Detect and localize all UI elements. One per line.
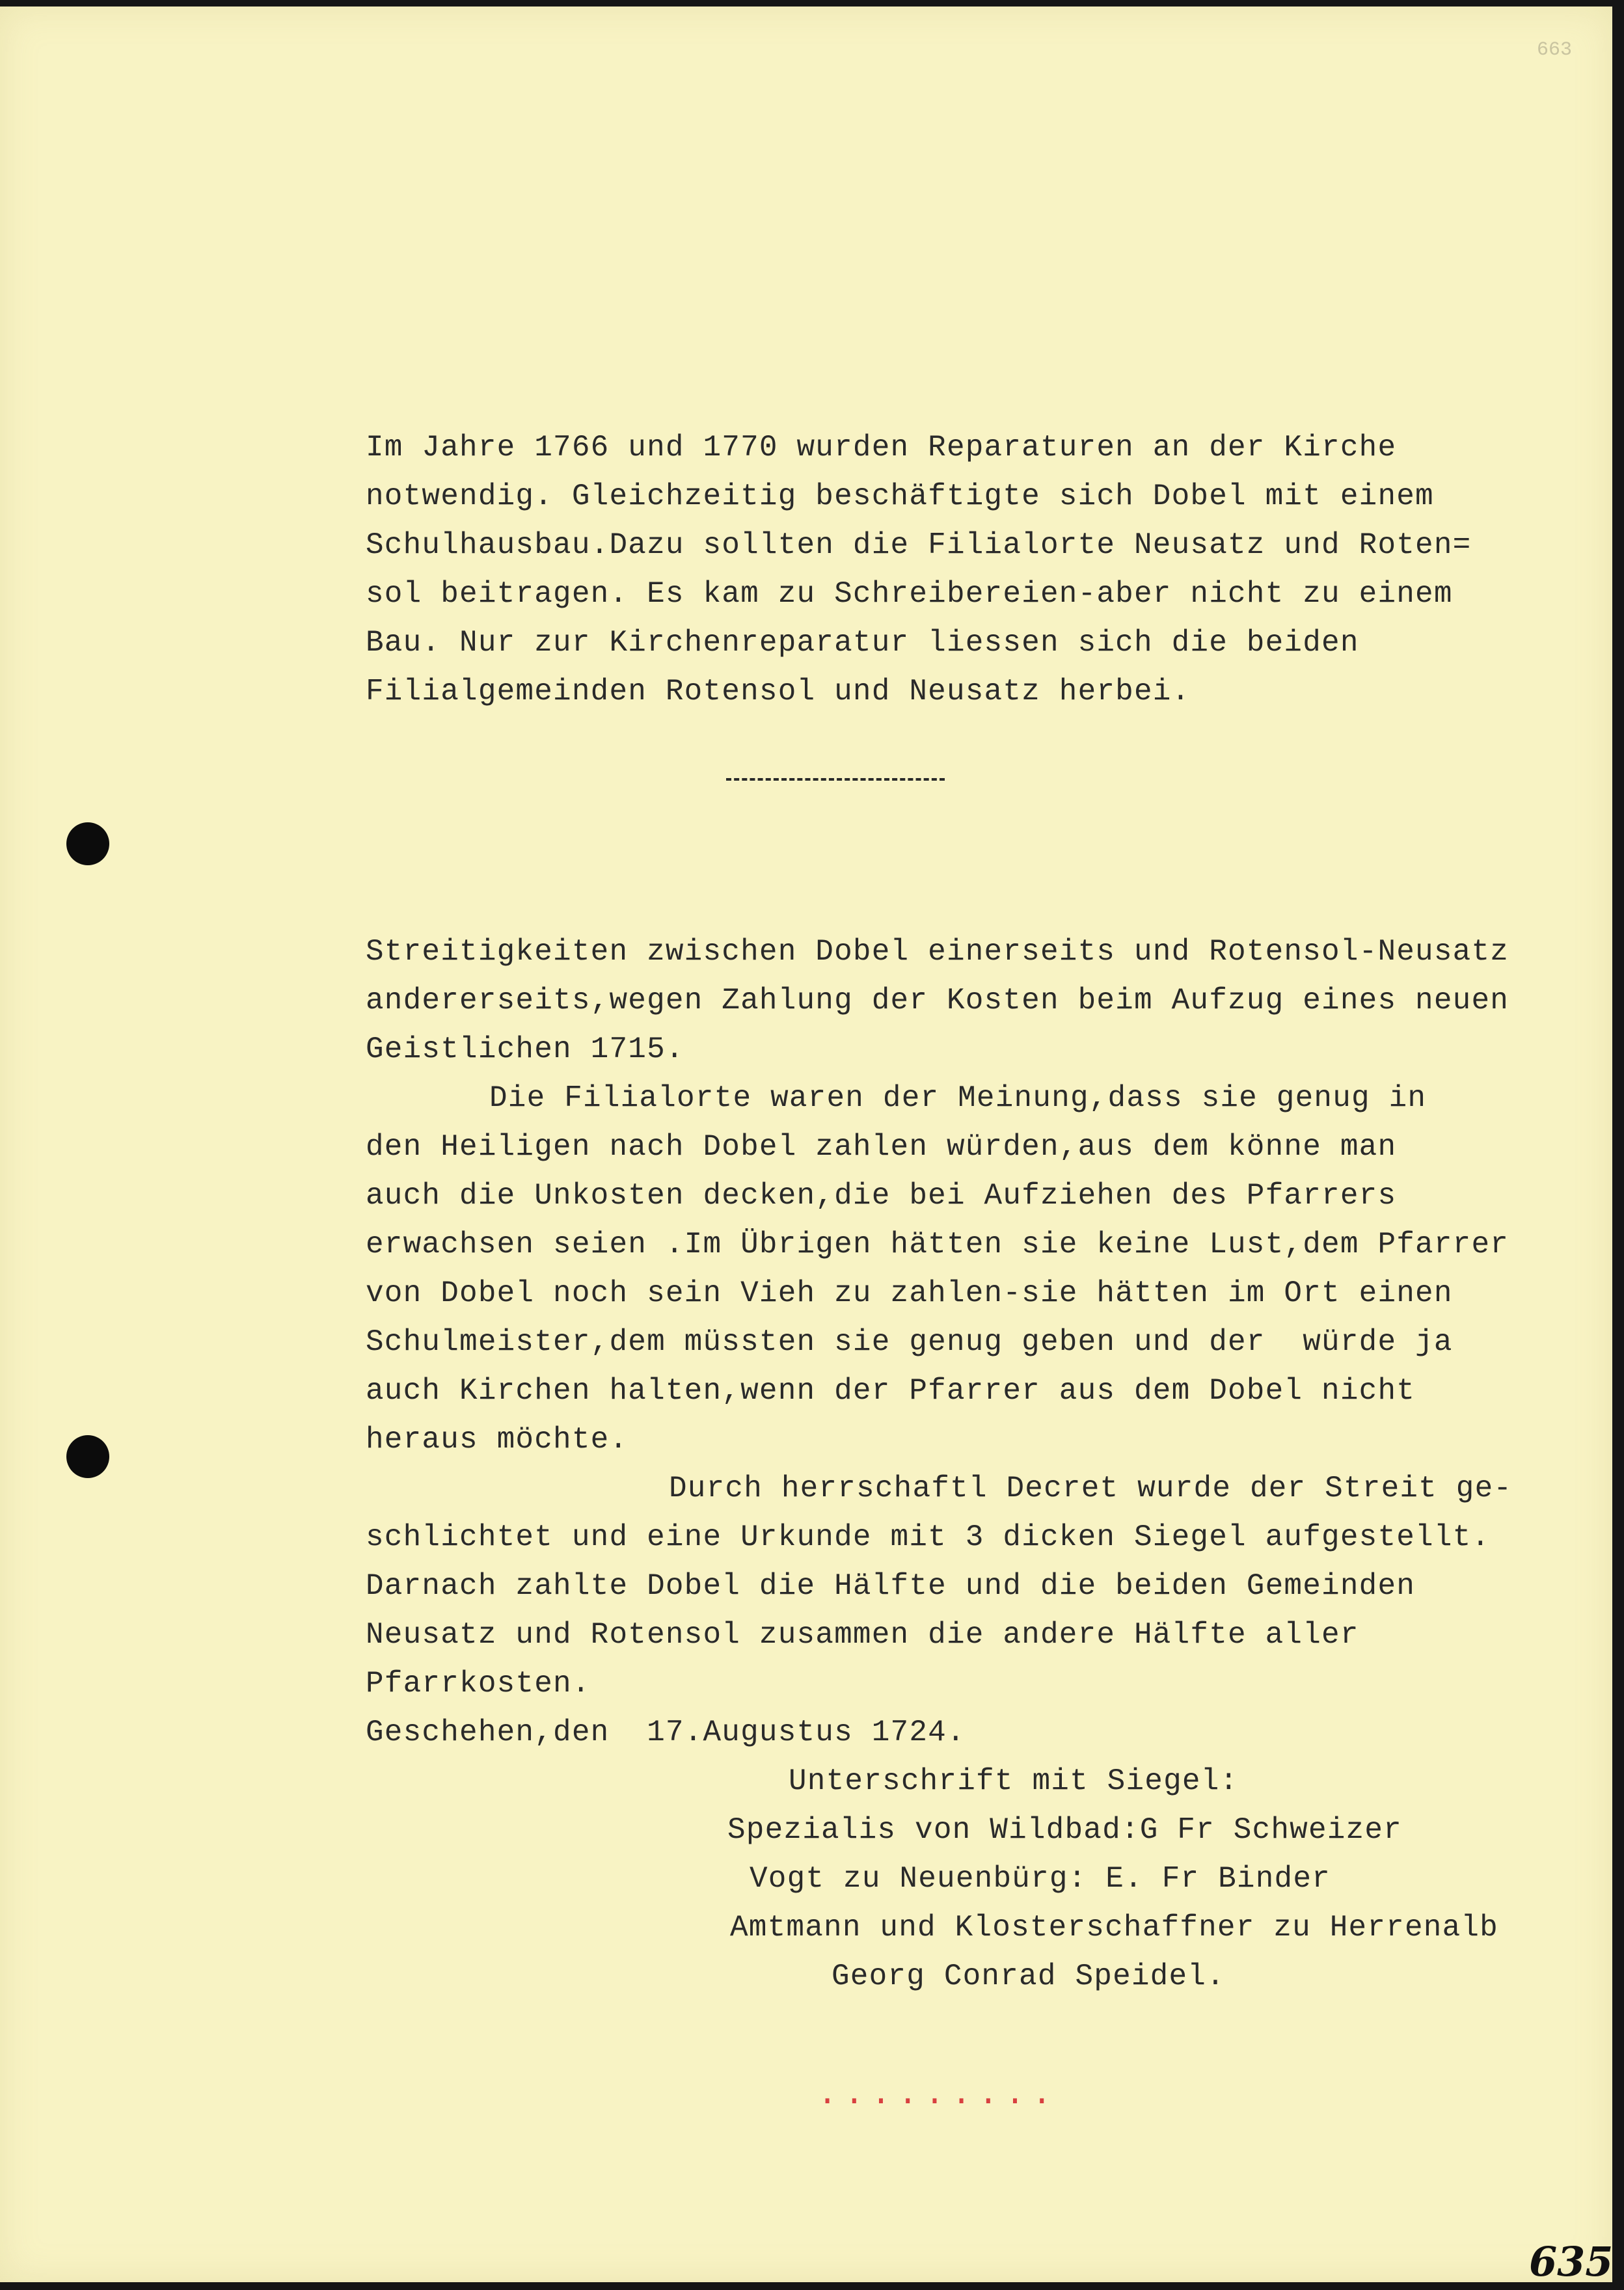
text-line: Durch herrschaftl Decret wurde der Streit ge- <box>669 1472 1513 1505</box>
text-line: Pfarrkosten. <box>366 1667 591 1701</box>
text-line: sol beitragen. Es kam zu Schreibereien-aber nicht zu einem <box>366 577 1453 611</box>
text-line: schlichtet und eine Urkunde mit 3 dicken Siegel aufgestellt. <box>366 1520 1491 1554</box>
signature-line: Spezialis von Wildbad:G Fr Schweizer <box>727 1813 1402 1847</box>
text-line: erwachsen seien .Im Übrigen hätten sie keine Lust,dem Pfarrer <box>366 1228 1509 1261</box>
text-line: Im Jahre 1766 und 1770 wurden Reparaturen an der Kirche <box>366 431 1397 465</box>
text-line: Neusatz und Rotensol zusammen die andere Hälfte aller <box>366 1618 1359 1652</box>
corner-pencil-mark: 663 <box>1537 39 1573 61</box>
text-line: Die Filialorte waren der Meinung,dass sie genug in <box>489 1081 1427 1115</box>
text-line: Geistlichen 1715. <box>366 1032 684 1066</box>
punch-hole-lower <box>66 1435 109 1478</box>
punch-hole-upper <box>66 822 109 865</box>
text-line: von Dobel noch sein Vieh zu zahlen-sie hätten im Ort einen <box>366 1276 1453 1310</box>
signature-line: Vogt zu Neuenbürg: E. Fr Binder <box>750 1862 1331 1896</box>
signature-line: Amtmann und Klosterschaffner zu Herrenalb <box>730 1911 1498 1945</box>
text-line: andererseits,wegen Zahlung der Kosten beim Aufzug eines neuen <box>366 984 1509 1017</box>
text-line: Filialgemeinden Rotensol und Neusatz herbei. <box>366 675 1191 708</box>
text-line: notwendig. Gleichzeitig beschäftigte sich Dobel mit einem <box>366 479 1434 513</box>
signature-line: Georg Conrad Speidel. <box>832 1960 1225 1993</box>
text-line: Bau. Nur zur Kirchenreparatur liessen sich die beiden <box>366 626 1359 660</box>
text-line: heraus möchte. <box>366 1423 629 1457</box>
document-page <box>0 7 1614 2285</box>
signature-heading: Unterschrift mit Siegel: <box>789 1764 1239 1798</box>
text-line: Schulmeister,dem müssten sie genug geben und der würde ja <box>366 1325 1453 1359</box>
text-line: auch Kirchen halten,wenn der Pfarrer aus dem Dobel nicht <box>366 1374 1416 1408</box>
page-number: 635 <box>1529 2238 1614 2285</box>
end-dots: ......... <box>817 2075 1059 2114</box>
text-line: Streitigkeiten zwischen Dobel einerseits und Rotensol-Neusatz <box>366 935 1509 969</box>
text-line: auch die Unkosten decken,die bei Aufziehen des Pfarrers <box>366 1179 1397 1213</box>
section-separator <box>726 778 945 781</box>
text-line: Schulhausbau.Dazu sollten die Filialorte Neusatz und Roten= <box>366 528 1472 562</box>
text-line: Darnach zahlte Dobel die Hälfte und die beiden Gemeinden <box>366 1569 1416 1603</box>
text-line: den Heiligen nach Dobel zahlen würden,aus dem könne man <box>366 1130 1397 1164</box>
date-line: Geschehen,den 17.Augustus 1724. <box>366 1716 966 1749</box>
